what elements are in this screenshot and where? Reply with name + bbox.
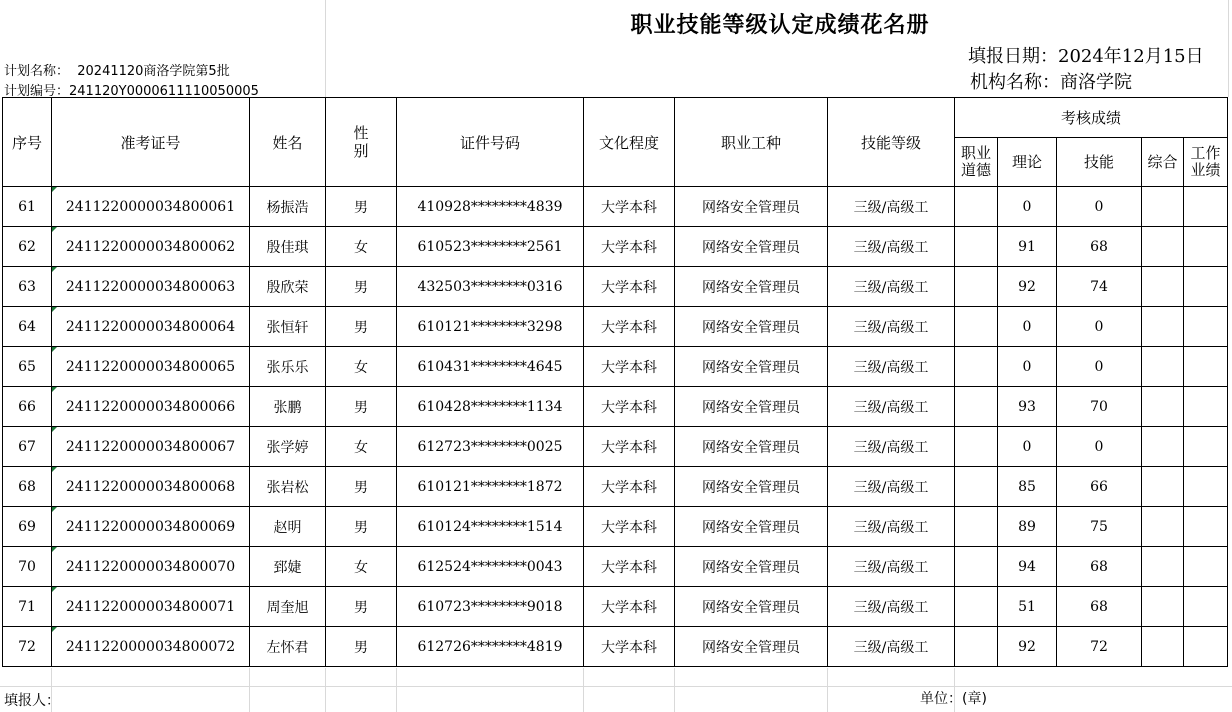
overall-score-cell[interactable] — [1142, 627, 1184, 667]
ticket-number-cell[interactable]: 2411220000034800072 — [52, 627, 250, 667]
skill-score-cell[interactable]: 74 — [1057, 267, 1142, 307]
header-education: 文化程度 — [584, 98, 675, 187]
header-occupation: 职业工种 — [675, 98, 828, 187]
skill-score-cell[interactable]: 68 — [1057, 547, 1142, 587]
education-cell[interactable]: 大学本科 — [584, 347, 675, 387]
skill-level-cell[interactable]: 三级/高级工 — [828, 387, 955, 427]
grid-line — [396, 668, 397, 712]
work-performance-cell[interactable] — [1184, 427, 1228, 467]
skill-level-cell[interactable]: 三级/高级工 — [828, 467, 955, 507]
work-performance-cell[interactable] — [1184, 227, 1228, 267]
occupation-cell[interactable]: 网络安全管理员 — [675, 187, 828, 227]
work-performance-cell[interactable] — [1184, 507, 1228, 547]
occupation-cell[interactable]: 网络安全管理员 — [675, 267, 828, 307]
education-cell[interactable]: 大学本科 — [584, 427, 675, 467]
skill-score-cell[interactable]: 75 — [1057, 507, 1142, 547]
header-name: 姓名 — [250, 98, 326, 187]
header-gender: 性 别 — [326, 98, 397, 187]
ticket-number-cell[interactable]: 2411220000034800064 — [52, 307, 250, 347]
overall-score-cell[interactable] — [1142, 187, 1184, 227]
skill-level-cell[interactable]: 三级/高级工 — [828, 427, 955, 467]
header-work-performance: 工作业绩 — [1184, 138, 1228, 187]
skill-score-cell[interactable]: 70 — [1057, 387, 1142, 427]
id-number-cell[interactable]: 612723********0025 — [397, 427, 584, 467]
grid-line — [325, 0, 326, 97]
education-cell[interactable]: 大学本科 — [584, 547, 675, 587]
education-cell[interactable]: 大学本科 — [584, 507, 675, 547]
overall-score-cell[interactable] — [1142, 387, 1184, 427]
education-cell[interactable]: 大学本科 — [584, 467, 675, 507]
overall-score-cell[interactable] — [1142, 547, 1184, 587]
table-row — [3, 547, 1228, 587]
gender-cell[interactable]: 女 — [326, 427, 397, 467]
table-row — [3, 427, 1228, 467]
theory-score-cell[interactable]: 51 — [998, 587, 1057, 627]
seq-cell[interactable]: 62 — [3, 227, 52, 267]
gender-cell[interactable]: 男 — [326, 267, 397, 307]
name-cell[interactable]: 张学婷 — [250, 427, 326, 467]
id-number-cell[interactable]: 610121********1872 — [397, 467, 584, 507]
theory-score-cell[interactable]: 0 — [998, 347, 1057, 387]
theory-score-cell[interactable]: 0 — [998, 307, 1057, 347]
id-number-cell[interactable]: 612524********0043 — [397, 547, 584, 587]
gender-cell[interactable]: 男 — [326, 587, 397, 627]
overall-score-cell[interactable] — [1142, 307, 1184, 347]
ticket-number-cell[interactable]: 2411220000034800071 — [52, 587, 250, 627]
ethics-score-cell[interactable] — [955, 267, 998, 307]
gender-cell[interactable]: 女 — [326, 547, 397, 587]
skill-level-cell[interactable]: 三级/高级工 — [828, 267, 955, 307]
skill-score-cell[interactable]: 72 — [1057, 627, 1142, 667]
ethics-score-cell[interactable] — [955, 627, 998, 667]
theory-score-cell[interactable]: 0 — [998, 427, 1057, 467]
ticket-number-cell[interactable]: 2411220000034800063 — [52, 267, 250, 307]
occupation-cell[interactable]: 网络安全管理员 — [675, 587, 828, 627]
header-ethics: 职业道德 — [955, 138, 998, 187]
header-theory: 理论 — [998, 138, 1057, 187]
seq-cell[interactable]: 64 — [3, 307, 52, 347]
work-performance-cell[interactable] — [1184, 187, 1228, 227]
occupation-cell[interactable]: 网络安全管理员 — [675, 427, 828, 467]
score-roster-table — [2, 97, 1228, 667]
id-number-cell[interactable]: 610523********2561 — [397, 227, 584, 267]
id-number-cell[interactable]: 610723********9018 — [397, 587, 584, 627]
ticket-number-cell[interactable]: 2411220000034800068 — [52, 467, 250, 507]
plan-number: 计划编号：241120Y0000611110050005 — [4, 84, 259, 99]
overall-score-cell[interactable] — [1142, 347, 1184, 387]
seq-cell[interactable]: 67 — [3, 427, 52, 467]
gender-cell[interactable]: 女 — [326, 227, 397, 267]
grid-line — [249, 668, 250, 712]
overall-score-cell[interactable] — [1142, 507, 1184, 547]
gender-cell[interactable]: 女 — [326, 347, 397, 387]
gender-cell[interactable]: 男 — [326, 627, 397, 667]
work-performance-cell[interactable] — [1184, 587, 1228, 627]
theory-score-cell[interactable]: 92 — [998, 627, 1057, 667]
gender-cell[interactable]: 男 — [326, 467, 397, 507]
seq-cell[interactable]: 72 — [3, 627, 52, 667]
ticket-number-cell[interactable]: 2411220000034800061 — [52, 187, 250, 227]
id-number-cell[interactable]: 432503********0316 — [397, 267, 584, 307]
name-cell[interactable]: 左怀君 — [250, 627, 326, 667]
work-performance-cell[interactable] — [1184, 387, 1228, 427]
seq-cell[interactable]: 70 — [3, 547, 52, 587]
ethics-score-cell[interactable] — [955, 547, 998, 587]
skill-level-cell[interactable]: 三级/高级工 — [828, 347, 955, 387]
grid-line — [583, 668, 584, 712]
ticket-number-cell[interactable]: 2411220000034800067 — [52, 427, 250, 467]
ethics-score-cell[interactable] — [955, 587, 998, 627]
ticket-number-cell[interactable]: 2411220000034800062 — [52, 227, 250, 267]
ethics-score-cell[interactable] — [955, 307, 998, 347]
occupation-cell[interactable]: 网络安全管理员 — [675, 627, 828, 667]
table-row — [3, 507, 1228, 547]
header-skill-level: 技能等级 — [828, 98, 955, 187]
table-row — [3, 227, 1228, 267]
skill-level-cell[interactable]: 三级/高级工 — [828, 547, 955, 587]
work-performance-cell[interactable] — [1184, 347, 1228, 387]
id-number-cell[interactable]: 610431********4645 — [397, 347, 584, 387]
header-assessment-scores: 考核成绩 — [955, 98, 1228, 138]
organization-name: 机构名称：商洛学院 — [970, 72, 1132, 93]
seq-cell[interactable]: 71 — [3, 587, 52, 627]
skill-score-cell[interactable]: 66 — [1057, 467, 1142, 507]
theory-score-cell[interactable]: 92 — [998, 267, 1057, 307]
table-row — [3, 587, 1228, 627]
education-cell[interactable]: 大学本科 — [584, 307, 675, 347]
table-row — [3, 387, 1228, 427]
overall-score-cell[interactable] — [1142, 587, 1184, 627]
header-overall: 综合 — [1142, 138, 1184, 187]
roster-body — [3, 187, 1228, 667]
work-performance-cell[interactable] — [1184, 267, 1228, 307]
ticket-number-cell[interactable]: 2411220000034800069 — [52, 507, 250, 547]
name-cell[interactable]: 张恒轩 — [250, 307, 326, 347]
overall-score-cell[interactable] — [1142, 227, 1184, 267]
header-ticket-number: 准考证号 — [52, 98, 250, 187]
work-performance-cell[interactable] — [1184, 467, 1228, 507]
education-cell[interactable]: 大学本科 — [584, 627, 675, 667]
skill-level-cell[interactable]: 三级/高级工 — [828, 507, 955, 547]
education-cell[interactable]: 大学本科 — [584, 387, 675, 427]
theory-score-cell[interactable]: 85 — [998, 467, 1057, 507]
ethics-score-cell[interactable] — [955, 227, 998, 267]
grid-line — [674, 668, 675, 712]
skill-score-cell[interactable]: 68 — [1057, 587, 1142, 627]
ethics-score-cell[interactable] — [955, 507, 998, 547]
occupation-cell[interactable]: 网络安全管理员 — [675, 507, 828, 547]
name-cell[interactable]: 殷佳琪 — [250, 227, 326, 267]
unit-stamp-label: 单位：(章) — [920, 691, 987, 707]
seq-cell[interactable]: 69 — [3, 507, 52, 547]
skill-level-cell[interactable]: 三级/高级工 — [828, 587, 955, 627]
gender-cell[interactable]: 男 — [326, 187, 397, 227]
education-cell[interactable]: 大学本科 — [584, 187, 675, 227]
occupation-cell[interactable]: 网络安全管理员 — [675, 347, 828, 387]
name-cell[interactable]: 杨振浩 — [250, 187, 326, 227]
theory-score-cell[interactable]: 89 — [998, 507, 1057, 547]
gender-cell[interactable]: 男 — [326, 507, 397, 547]
ethics-score-cell[interactable] — [955, 427, 998, 467]
skill-score-cell[interactable]: 0 — [1057, 427, 1142, 467]
skill-level-cell[interactable]: 三级/高级工 — [828, 307, 955, 347]
overall-score-cell[interactable] — [1142, 267, 1184, 307]
header-id-number: 证件号码 — [397, 98, 584, 187]
skill-score-cell[interactable]: 68 — [1057, 227, 1142, 267]
skill-score-cell[interactable]: 0 — [1057, 187, 1142, 227]
ticket-number-cell[interactable]: 2411220000034800070 — [52, 547, 250, 587]
seq-cell[interactable]: 66 — [3, 387, 52, 427]
ethics-score-cell[interactable] — [955, 387, 998, 427]
education-cell[interactable]: 大学本科 — [584, 227, 675, 267]
theory-score-cell[interactable]: 0 — [998, 187, 1057, 227]
occupation-cell[interactable]: 网络安全管理员 — [675, 387, 828, 427]
grid-line — [325, 668, 326, 712]
table-row — [3, 347, 1228, 387]
plan-name: 计划名称： 20241120商洛学院第5批 — [4, 64, 230, 79]
skill-level-cell[interactable]: 三级/高级工 — [828, 627, 955, 667]
work-performance-cell[interactable] — [1184, 627, 1228, 667]
skill-score-cell[interactable]: 0 — [1057, 347, 1142, 387]
occupation-cell[interactable]: 网络安全管理员 — [675, 227, 828, 267]
name-cell[interactable]: 张岩松 — [250, 467, 326, 507]
skill-level-cell[interactable]: 三级/高级工 — [828, 227, 955, 267]
header-skill: 技能 — [1057, 138, 1142, 187]
fill-date: 填报日期：2024年12月15日 — [968, 46, 1204, 67]
name-cell[interactable]: 殷欣荣 — [250, 267, 326, 307]
education-cell[interactable]: 大学本科 — [584, 267, 675, 307]
overall-score-cell[interactable] — [1142, 427, 1184, 467]
table-row — [3, 267, 1228, 307]
name-cell[interactable]: 张鹏 — [250, 387, 326, 427]
id-number-cell[interactable]: 410928********4839 — [397, 187, 584, 227]
grid-line — [827, 668, 828, 712]
theory-score-cell[interactable]: 91 — [998, 227, 1057, 267]
work-performance-cell[interactable] — [1184, 547, 1228, 587]
table-row — [3, 627, 1228, 667]
id-number-cell[interactable]: 610428********1134 — [397, 387, 584, 427]
occupation-cell[interactable]: 网络安全管理员 — [675, 547, 828, 587]
name-cell[interactable]: 赵明 — [250, 507, 326, 547]
ticket-number-cell[interactable]: 2411220000034800066 — [52, 387, 250, 427]
skill-score-cell[interactable]: 0 — [1057, 307, 1142, 347]
grid-line — [0, 686, 1232, 687]
work-performance-cell[interactable] — [1184, 307, 1228, 347]
seq-cell[interactable]: 61 — [3, 187, 52, 227]
education-cell[interactable]: 大学本科 — [584, 587, 675, 627]
page-title: 职业技能等级认定成绩花名册 — [630, 12, 930, 38]
overall-score-cell[interactable] — [1142, 467, 1184, 507]
id-number-cell[interactable]: 610121********3298 — [397, 307, 584, 347]
theory-score-cell[interactable]: 93 — [998, 387, 1057, 427]
id-number-cell[interactable]: 612726********4819 — [397, 627, 584, 667]
gender-cell[interactable]: 男 — [326, 387, 397, 427]
occupation-cell[interactable]: 网络安全管理员 — [675, 307, 828, 347]
seq-cell[interactable]: 68 — [3, 467, 52, 507]
grid-line — [1228, 0, 1229, 97]
filler-label: 填报人： — [4, 693, 60, 709]
ethics-score-cell[interactable] — [955, 347, 998, 387]
skill-level-cell[interactable]: 三级/高级工 — [828, 187, 955, 227]
gender-cell[interactable]: 男 — [326, 307, 397, 347]
ethics-score-cell[interactable] — [955, 467, 998, 507]
ticket-number-cell[interactable]: 2411220000034800065 — [52, 347, 250, 387]
name-cell[interactable]: 张乐乐 — [250, 347, 326, 387]
header-seq: 序号 — [3, 98, 52, 187]
seq-cell[interactable]: 63 — [3, 267, 52, 307]
table-row — [3, 187, 1228, 227]
id-number-cell[interactable]: 610124********1514 — [397, 507, 584, 547]
theory-score-cell[interactable]: 94 — [998, 547, 1057, 587]
ethics-score-cell[interactable] — [955, 187, 998, 227]
table-row — [3, 467, 1228, 507]
name-cell[interactable]: 郅婕 — [250, 547, 326, 587]
table-row — [3, 307, 1228, 347]
name-cell[interactable]: 周奎旭 — [250, 587, 326, 627]
seq-cell[interactable]: 65 — [3, 347, 52, 387]
occupation-cell[interactable]: 网络安全管理员 — [675, 467, 828, 507]
